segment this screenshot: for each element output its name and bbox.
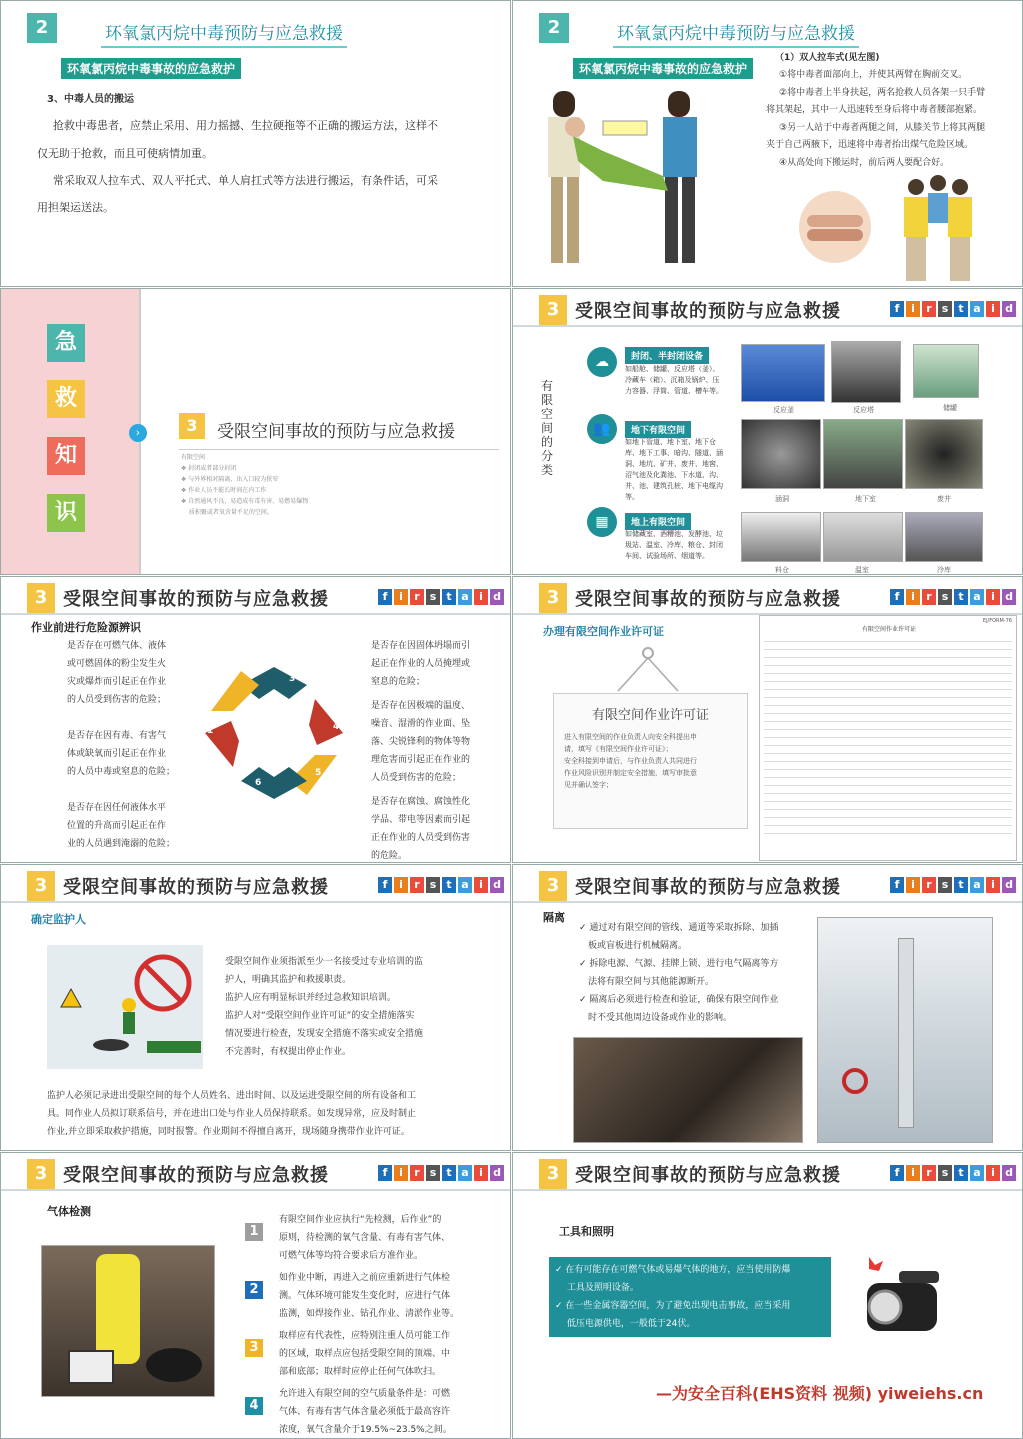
firstaid-logo (376, 877, 504, 893)
step-1: ①将中毒者面部向上，并使其两臂在胸前交叉。 (779, 70, 968, 80)
firstaid-letter: t (442, 589, 456, 605)
sub-heading: 作业前进行危险源辨识 (31, 621, 141, 634)
section-number: 2 (539, 13, 569, 43)
card-title: 有限空间作业许可证 (591, 708, 709, 723)
firstaid-logo (376, 589, 504, 605)
firstaid-letter: f (890, 589, 904, 605)
right-list: 是否存在因固体坍塌而引 起正在作业的人员掩埋或 窒息的危险； 是否存在因极端的温度、 噪音、湿滑的作业面、坠 落、尖锐锋利的物体等物 理危害而引起正在作业的 人员受到伤害的危险； 是否存在腐蚀、腐蚀性化 学品、带电等因素而引起 正在作业的人员受到伤害 的危险。 (371, 641, 471, 861)
firstaid-letter: d (1002, 877, 1016, 893)
slide-header (513, 865, 1023, 905)
firstaid-letter: d (490, 1165, 504, 1181)
coldstore-photo (905, 512, 983, 562)
step-number: 2 (245, 1281, 263, 1299)
firstaid-letter: f (378, 1165, 392, 1181)
slide-10 (512, 1152, 1023, 1439)
tools-box: ✓ 在有可能存在可燃气体或易爆气体的地方，应当使用防爆 工具及照明设备。 ✓ 在一些金属容器空间，为了避免出现电击事故，应当采用 低压电源供电，一般低于24伏。 (549, 1257, 831, 1337)
right-text: 受限空间作业须指派至少一名接受过专业培训的监 护人，明确其监护和救援职责。 监护人应有明显标识并经过急救知识培训。 监护人对“受限空间作业许可证”的安全措施落实 情况要进行检查，发现安全措施不落实或安全措施 不完善时，有权提出停止作业。 (225, 957, 424, 1057)
culvert-photo (741, 419, 821, 489)
section-number: 3 (539, 1159, 567, 1189)
greenhouse-photo (823, 512, 903, 562)
slide-header (1, 577, 511, 617)
firstaid-letter: i (906, 1165, 920, 1181)
firstaid-logo (888, 589, 1016, 605)
firstaid-letter: s (938, 1165, 952, 1181)
slide-title: 受限空间事故的预防与应急救援 (63, 1165, 329, 1186)
explosion-proof-lamp-photo (859, 1253, 959, 1343)
firstaid-letter: i (986, 1165, 1000, 1181)
firstaid-letter: r (922, 1165, 936, 1181)
slide-header (1, 1153, 511, 1193)
section-number: 3 (27, 1159, 55, 1189)
sub-heading: 工具和照明 (559, 1225, 614, 1238)
firstaid-letter: i (474, 1165, 488, 1181)
firstaid-letter: s (426, 589, 440, 605)
firstaid-logo (888, 301, 1016, 317)
firstaid-letter: i (906, 877, 920, 893)
sub-heading: 隔离 (543, 911, 565, 924)
heading: 3、中毒人员的搬运 (47, 94, 134, 105)
supervisor-illustration (47, 945, 203, 1069)
slide-header (513, 289, 1023, 329)
slide-1 (0, 0, 511, 287)
section-number: 3 (27, 871, 55, 901)
side-char-2: 救 (47, 380, 85, 418)
slide-9 (0, 1152, 511, 1439)
bottom-text: 监护人必须记录进出受限空间的每个人员姓名、进出时间、以及运进受限空间的所有设备和工 具。同作业人员拟订联系信号，并在进出口处与作业人员保持联系。如发现异常，应及时制止 作业,并立即采取救护措施，同时报警。作业期间不得擅自离开，现场随身携带作业许可证。 (47, 1091, 417, 1137)
permit-form: 有限空间作业许可证 EJ/FORM-76 (759, 615, 1017, 861)
section-number: 3 (539, 295, 567, 325)
slide-header (1, 865, 511, 905)
card-text: 进入有限空间的作业负责人向安全科提出申 请，填写《有限空间作业许可证》； 安全科接到申请后，与作业负责人共同进行 作业风险识别并制定安全措施，填写审批意 见并确认签字； (564, 733, 697, 789)
step-number: 1 (245, 1223, 263, 1241)
step-text: 如作业中断，再进入之前应重新进行气体检 测。气体环境可能发生变化时，应进行气体 监测，如焊接作业、钻孔作业、清淤作业等。 (279, 1273, 460, 1319)
firstaid-letter: i (474, 877, 488, 893)
firstaid-logo (376, 1165, 504, 1181)
slide-header (513, 1153, 1023, 1193)
para-1b: 仅无助于抢救，而且可使病情加重。 (37, 147, 213, 160)
slide-5 (0, 576, 511, 863)
category-text-2: 如地下管道、地下室、地下仓库、地下工事、暗沟、隧道、涵洞、地坑、矿井、废井、地窖、沼气池及化粪池、下水道、沟、井、池、建筑孔桩、地下电缆沟等。 (625, 438, 723, 501)
notes: 有限空间 ❖ 封闭或者部分封闭 ❖ 与外界相对隔离，出入口较为狭窄 ❖ 作业人员不能长时间在内工作 ❖ 自然通风不良，易造成有毒有害、易燃易爆物 质积聚或者氧含量不足的空间。 (181, 454, 309, 516)
section-number: 3 (179, 413, 205, 439)
sub-heading: 办理有限空间作业许可证 (543, 625, 664, 638)
section-tag: 环氧氯丙烷中毒事故的应急救护 (61, 58, 241, 79)
sub-heading: 确定监护人 (31, 913, 86, 926)
step-2: ②将中毒者上半身扶起，两名抢救人员各架一只手臂 (779, 88, 986, 98)
firstaid-letter: d (1002, 1165, 1016, 1181)
firstaid-letter: t (442, 1165, 456, 1181)
slide-title: 受限空间事故的预防与应急救援 (63, 589, 329, 610)
category-label-2: 地下有限空间 (625, 421, 691, 438)
slide-title: 环氧氯丙烷中毒预防与应急救援 (613, 19, 859, 48)
category-text-3: 如储藏室、酒糟池、发酵池、垃圾站、温室、冷库、粮仓、封闭车间、试验场所、烟道等。 (625, 530, 723, 560)
firstaid-letter: r (410, 1165, 424, 1181)
people-icon: 👥 (587, 414, 617, 444)
vertical-label: 有限空间的分类 (541, 379, 554, 477)
firstaid-letter: i (986, 301, 1000, 317)
firstaid-letter: i (394, 1165, 408, 1181)
slide-title: 受限空间事故的预防与应急救援 (575, 301, 841, 322)
section-number: 2 (27, 13, 57, 43)
heading: （1）双人拉车式(见左图) (775, 53, 880, 63)
firstaid-letter: f (378, 877, 392, 893)
firstaid-letter: a (970, 1165, 984, 1181)
firstaid-letter: i (906, 589, 920, 605)
firstaid-letter: s (938, 877, 952, 893)
slide-title: 受限空间事故的预防与应急救援 (63, 877, 329, 898)
step-3: ③另一人站于中毒者两腿之间，从膝关节上将其两腿 (779, 123, 986, 133)
blind-plate-photo (573, 1037, 803, 1143)
section-number: 3 (539, 583, 567, 613)
step-2b: 将其架起，其中一人迅速转至身后将中毒者腰部抱紧。 (766, 105, 983, 115)
cycle-number: 1 (207, 726, 214, 736)
slide-title: 受限空间事故的预防与应急救援 (575, 1165, 841, 1186)
firstaid-letter: s (426, 877, 440, 893)
calendar-icon: ▦ (587, 507, 617, 537)
firstaid-letter: a (970, 301, 984, 317)
section-number: 3 (539, 871, 567, 901)
step-text: 允许进入有限空间的空气质量条件是：可燃 气体、有毒有害气体含量必须低于最高容许 浓度，氧气含量介于19.5%~23.5%之间。 (279, 1389, 452, 1435)
permit-card (553, 693, 748, 829)
slide-6 (512, 576, 1023, 863)
gas-detection-photo (41, 1245, 215, 1397)
watermark: —为安全百科(EHS资料 视频) yiweiehs.cn (656, 1384, 984, 1403)
firstaid-logo (888, 877, 1016, 893)
side-char-4: 识 (47, 494, 85, 532)
slide-3 (0, 288, 511, 575)
step-3b: 夹于自己两腋下，迅速将中毒者抬出煤气危险区域。 (766, 140, 974, 150)
slide-8 (512, 864, 1023, 1151)
isolation-list: ✓ 通过对有限空间的管线、通道等采取拆除、加插 板或盲板进行机械隔离。 ✓ 拆除电源、气源、挂牌上锁、进行电气隔离等方 法将有限空间与其他能源断开。 ✓ 隔离后必须进行检查和验证，确保有限空间作业 时不受其他周边设备或作业的影响。 (579, 923, 779, 1023)
cycle-number: 2 (221, 674, 228, 684)
slide-2 (512, 0, 1023, 287)
slide-title: 受限空间事故的预防与应急救援 (217, 422, 455, 442)
para-2b: 用担架运送法。 (37, 201, 114, 214)
cycle-graphic (197, 659, 351, 807)
firstaid-letter: s (938, 589, 952, 605)
chevron-right-icon: › (129, 424, 147, 442)
silo-photo (741, 512, 821, 562)
slide-title: 受限空间事故的预防与应急救援 (575, 877, 841, 898)
firstaid-letter: r (410, 877, 424, 893)
slide-4: 3 受限空间事故的预防与应急救援 f i r s t a i d 有限空间的分类 ☁ 封闭、半封闭设备 如船舱、储罐、反应塔（釜）、冷藏车（箱）、沉箱及锅炉、压力容器、浮筒、管道、槽车等。 👥 地下有限空间 如地下管道、地下室、地下仓库、地下工事、暗沟、隧道、涵洞、地坑、矿井、废井、地窖、沼气池及化粪池、下水道、沟、井、池、建筑孔桩、地下电缆沟等。 ▦ 地上有限空间 如储藏室、酒糟池、发酵池、垃圾站、温室、冷库、粮仓、封闭车间、试验场所、烟道等。 反应釜 反应塔 储罐 涵洞 地下室 废井 料仓 温室 冷库 (512, 288, 1023, 575)
firstaid-letter: f (890, 877, 904, 893)
slide-7 (0, 864, 511, 1151)
cycle-number: 5 (315, 768, 322, 778)
basement-photo (823, 419, 903, 489)
well-photo (905, 419, 983, 489)
firstaid-letter: i (474, 589, 488, 605)
firstaid-letter: s (426, 1165, 440, 1181)
category-label-1: 封闭、半封闭设备 (625, 347, 709, 364)
firstaid-letter: i (986, 589, 1000, 605)
hands-grip-photo (785, 187, 885, 267)
firstaid-letter: f (378, 589, 392, 605)
section-tag: 环氧氯丙烷中毒事故的应急救护 (573, 58, 753, 79)
firstaid-letter: a (458, 589, 472, 605)
cycle-number: 6 (255, 778, 262, 788)
firstaid-letter: r (922, 589, 936, 605)
side-char-3: 知 (47, 437, 85, 475)
firstaid-letter: t (442, 877, 456, 893)
firstaid-letter: i (394, 877, 408, 893)
firstaid-letter: t (954, 877, 968, 893)
tank-photo (913, 344, 979, 398)
slide-title: 环氧氯丙烷中毒预防与应急救援 (101, 19, 347, 48)
category-label-3: 地上有限空间 (625, 513, 691, 530)
left-list: 是否存在可燃气体、液体 或可燃固体的粉尘发生火 灾或爆炸而引起正在作业 的人员受到伤害的危险； 是否存在因有毒、有害气 体或缺氧而引起正在作业 的人员中毒或窒息的危险； 是否存在因任何液体水平 位置的升高而引起正在作 业的人员遇到淹溺的危险； (67, 641, 176, 849)
firstaid-logo (888, 1165, 1016, 1181)
step-text: 有限空间作业应执行“先检测，后作业”的 原则，待检测的氧气含量、有毒有害气体、 可燃气体等均符合要求后方准作业。 (279, 1215, 451, 1261)
pipe-valve-photo (817, 917, 993, 1143)
firstaid-letter: s (938, 301, 952, 317)
firstaid-letter: a (458, 877, 472, 893)
cycle-number: 3 (289, 674, 296, 684)
step-number: 3 (245, 1339, 263, 1357)
firstaid-letter: f (890, 1165, 904, 1181)
firstaid-letter: d (1002, 301, 1016, 317)
section-number: 3 (27, 583, 55, 613)
slide-header (513, 577, 1023, 617)
firstaid-letter: d (490, 877, 504, 893)
para-2: 常采取双人拉车式、双人平托式、单人肩扛式等方法进行搬运，有条件话，可采 (53, 174, 438, 187)
cycle-number: 4 (333, 722, 340, 732)
firstaid-letter: i (986, 877, 1000, 893)
hanger-graphic (613, 645, 683, 695)
category-text-1: 如船舱、储罐、反应塔（釜）、冷藏车（箱）、沉箱及锅炉、压力容器、浮筒、管道、槽车等。 (625, 365, 723, 395)
firstaid-letter: d (490, 589, 504, 605)
firstaid-letter: r (922, 877, 936, 893)
firstaid-letter: t (954, 1165, 968, 1181)
carry-photo (898, 173, 978, 281)
firstaid-letter: r (922, 301, 936, 317)
firstaid-letter: i (394, 589, 408, 605)
firstaid-letter: t (954, 589, 968, 605)
para-1: 抢救中毒患者，应禁止采用、用力摇撼、生拉硬拖等不正确的搬运方法，这样不 (53, 119, 438, 132)
firstaid-letter: i (906, 301, 920, 317)
firstaid-letter: f (890, 301, 904, 317)
firstaid-letter: a (970, 877, 984, 893)
firstaid-letter: d (1002, 589, 1016, 605)
step-4: ④从高处向下搬运时，前后两人要配合好。 (779, 158, 950, 168)
firstaid-letter: r (410, 589, 424, 605)
firstaid-letter: t (954, 301, 968, 317)
firstaid-letter: a (458, 1165, 472, 1181)
carry-illustration (543, 81, 713, 276)
firstaid-letter: a (970, 589, 984, 605)
step-text: 取样应有代表性，应特别注重人员可能工作 的区域，取样点应包括受限空间的顶端、中 部和底部；取样时应停止任何气体吹扫。 (279, 1331, 451, 1377)
tower-photo (831, 341, 901, 403)
step-number: 4 (245, 1397, 263, 1415)
slide-title: 受限空间事故的预防与应急救援 (575, 589, 841, 610)
reactor-photo (741, 344, 825, 402)
sub-heading: 气体检测 (47, 1205, 91, 1218)
side-char-1: 急 (47, 324, 85, 362)
cloud-icon: ☁ (587, 347, 617, 377)
